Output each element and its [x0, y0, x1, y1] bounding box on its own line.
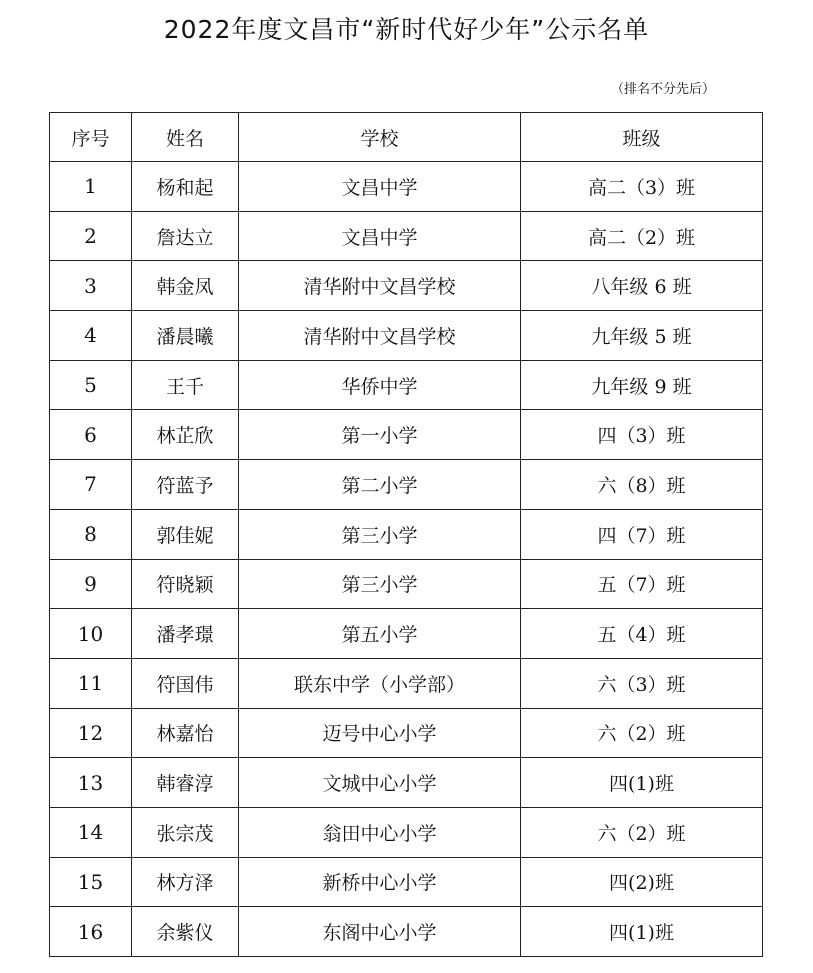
cell-index: 2 [50, 211, 132, 261]
cell-class: 六（8）班 [521, 460, 763, 510]
cell-school: 迈号中心小学 [239, 708, 521, 758]
header-name: 姓名 [132, 113, 239, 162]
cell-name: 林嘉怡 [132, 708, 239, 758]
table-row [50, 261, 763, 311]
cell-school: 第三小学 [239, 559, 521, 609]
cell-name: 王千 [132, 360, 239, 410]
cell-class: 四(2)班 [521, 857, 763, 907]
table-row [50, 758, 763, 808]
cell-name: 林方泽 [132, 857, 239, 907]
cell-school: 文昌中学 [239, 211, 521, 261]
cell-name: 符蓝予 [132, 460, 239, 510]
cell-school: 清华附中文昌学校 [239, 261, 521, 311]
cell-name: 杨和起 [132, 162, 239, 212]
cell-index: 6 [50, 410, 132, 460]
cell-school: 东阁中心小学 [239, 907, 521, 957]
table-row [50, 509, 763, 559]
cell-class: 高二（2）班 [521, 211, 763, 261]
cell-name: 韩睿淳 [132, 758, 239, 808]
cell-index: 13 [50, 758, 132, 808]
cell-index: 4 [50, 311, 132, 361]
table-row [50, 162, 763, 212]
cell-school: 第五小学 [239, 609, 521, 659]
cell-index: 1 [50, 162, 132, 212]
cell-school: 新桥中心小学 [239, 857, 521, 907]
cell-index: 8 [50, 509, 132, 559]
cell-class: 高二（3）班 [521, 162, 763, 212]
cell-class: 五（4）班 [521, 609, 763, 659]
cell-name: 郭佳妮 [132, 509, 239, 559]
cell-class: 九年级 9 班 [521, 360, 763, 410]
table-header-row [50, 113, 763, 162]
cell-index: 3 [50, 261, 132, 311]
cell-class: 六（3）班 [521, 658, 763, 708]
table-row [50, 857, 763, 907]
table-row [50, 211, 763, 261]
cell-class: 四（7）班 [521, 509, 763, 559]
header-class: 班级 [521, 113, 763, 162]
ranking-note: （排名不分先后） [610, 82, 715, 97]
cell-index: 11 [50, 658, 132, 708]
cell-name: 张宗茂 [132, 807, 239, 857]
cell-class: 五（7）班 [521, 559, 763, 609]
cell-school: 文昌中学 [239, 162, 521, 212]
cell-school: 文城中心小学 [239, 758, 521, 808]
cell-index: 14 [50, 807, 132, 857]
cell-index: 15 [50, 857, 132, 907]
header-index: 序号 [50, 113, 132, 162]
cell-index: 10 [50, 609, 132, 659]
cell-index: 12 [50, 708, 132, 758]
cell-class: 六（2）班 [521, 708, 763, 758]
cell-name: 潘孝璟 [132, 609, 239, 659]
cell-school: 翁田中心小学 [239, 807, 521, 857]
cell-name: 符国伟 [132, 658, 239, 708]
table-row [50, 807, 763, 857]
table-row [50, 708, 763, 758]
cell-name: 符晓颖 [132, 559, 239, 609]
cell-name: 韩金凤 [132, 261, 239, 311]
cell-name: 潘晨曦 [132, 311, 239, 361]
cell-school: 第一小学 [239, 410, 521, 460]
cell-class: 四(1)班 [521, 758, 763, 808]
table-row [50, 907, 763, 957]
table-row [50, 410, 763, 460]
table-body [50, 162, 763, 957]
cell-class: 四(1)班 [521, 907, 763, 957]
cell-school: 联东中学（小学部） [239, 658, 521, 708]
table-row [50, 559, 763, 609]
header-school: 学校 [239, 113, 521, 162]
cell-school: 清华附中文昌学校 [239, 311, 521, 361]
cell-name: 詹达立 [132, 211, 239, 261]
cell-name: 林芷欣 [132, 410, 239, 460]
cell-index: 7 [50, 460, 132, 510]
table-row [50, 460, 763, 510]
table-row [50, 658, 763, 708]
table-row [50, 360, 763, 410]
cell-class: 九年级 5 班 [521, 311, 763, 361]
table-row [50, 609, 763, 659]
cell-class: 四（3）班 [521, 410, 763, 460]
cell-class: 八年级 6 班 [521, 261, 763, 311]
document-title: 2022年度文昌市“新时代好少年”公示名单 [163, 15, 650, 44]
cell-school: 华侨中学 [239, 360, 521, 410]
cell-class: 六（2）班 [521, 807, 763, 857]
cell-index: 9 [50, 559, 132, 609]
cell-name: 余紫仪 [132, 907, 239, 957]
table-row [50, 311, 763, 361]
honor-list-table [49, 112, 763, 957]
cell-school: 第三小学 [239, 509, 521, 559]
cell-index: 5 [50, 360, 132, 410]
cell-school: 第二小学 [239, 460, 521, 510]
cell-index: 16 [50, 907, 132, 957]
